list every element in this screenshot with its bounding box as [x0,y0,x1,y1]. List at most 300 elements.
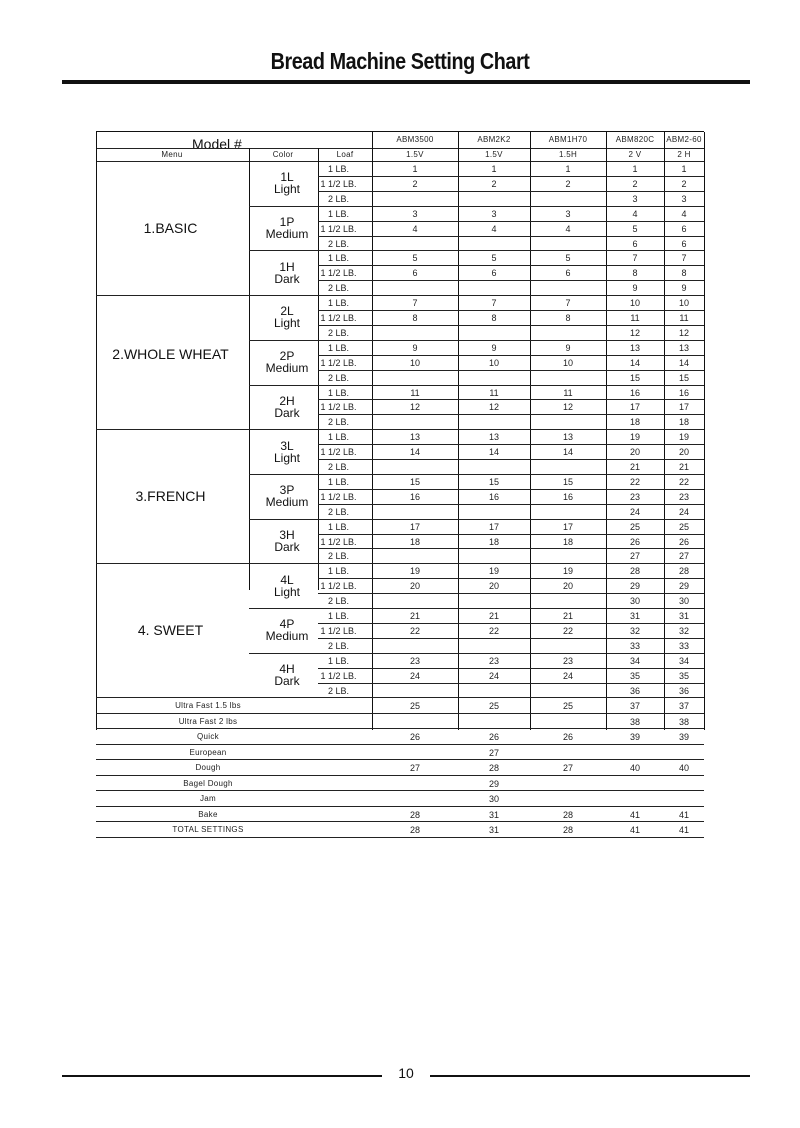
setting-value: 34 [678,655,690,666]
setting-value: 1 [491,164,497,174]
setting-value: 37 [629,701,641,712]
setting-value: 21 [409,611,421,621]
setting-value: 20 [629,447,641,458]
model-header: ABM820C [615,135,655,144]
model-size-header: 1.5V [485,150,503,159]
setting-value: 22 [409,625,421,636]
setting-value: 29 [488,778,500,789]
setting-value: 17 [678,402,690,413]
setting-value: 7 [632,253,638,264]
setting-value: 12 [409,402,421,413]
header-rule [96,148,704,149]
setting-value: 10 [488,357,500,368]
setting-value: 15 [629,372,641,383]
setting-value: 27 [562,763,574,774]
setting-value: 3 [632,193,638,204]
grid-line-right [704,132,705,730]
color-code: 1P [279,215,295,230]
color-code: 4H [279,662,295,677]
setting-value: 26 [562,732,574,743]
setting-value: 12 [678,327,690,338]
setting-value: 2 [491,178,497,189]
row-rule [318,221,704,222]
color-code: 2P [279,349,295,364]
row-rule [249,653,704,654]
loaf-size: 1 LB. [327,208,350,219]
setting-value: 27 [409,763,421,774]
setting-value: 36 [678,685,690,696]
row-rule [249,608,704,609]
setting-value: 13 [409,432,421,443]
loaf-size: 1 1/2 LB. [320,268,357,279]
loaf-size: 2 LB. [327,640,350,651]
row-rule [318,623,704,624]
setting-value: 29 [678,581,690,592]
header-rule-2 [96,161,704,162]
row-rule [318,444,704,445]
setting-value: 17 [409,521,421,532]
loaf-size: 1 1/2 LB. [320,402,357,413]
setting-value: 2 [412,178,418,189]
loaf-size: 1 LB. [327,298,350,309]
loaf-size: 2 LB. [327,506,350,517]
color-label: Light [273,182,301,197]
setting-value: 18 [678,417,690,428]
setting-value: 4 [632,208,638,219]
loaf-size: 1 1/2 LB. [320,178,357,189]
setting-value: 19 [409,566,421,577]
setting-value: 30 [678,596,690,607]
setting-value: 26 [678,536,690,547]
menu-name: 1.BASIC [143,220,198,237]
setting-value: 13 [562,432,574,443]
setting-value: 16 [488,491,500,502]
setting-value: 7 [681,253,687,264]
other-row-rule [96,821,704,822]
row-rule [318,459,704,460]
loaf-size: 1 1/2 LB. [320,223,357,234]
color-code: 1L [280,170,294,185]
other-row-rule [96,759,704,760]
setting-value: 26 [409,732,421,743]
setting-value: 16 [629,387,641,398]
grid-line-model [606,132,607,730]
row-rule [318,593,704,594]
setting-value: 32 [678,625,690,636]
setting-value: 13 [678,342,690,353]
setting-value: 22 [678,476,690,487]
setting-value: 30 [488,794,500,805]
setting-value: 4 [681,208,687,219]
settings-table [96,131,704,838]
other-row-label: Jam [199,794,217,804]
setting-value: 30 [629,596,641,607]
setting-value: 16 [409,491,421,502]
setting-value: 5 [412,253,418,264]
setting-value: 28 [409,825,421,836]
other-row-label: Bake [198,809,218,819]
other-row-label: European [189,747,227,757]
loaf-size: 2 LB. [327,372,350,383]
other-row-rule [96,728,704,729]
setting-value: 15 [562,476,574,487]
setting-value: 17 [488,521,500,532]
loaf-size: 2 LB. [327,193,350,204]
setting-value: 28 [678,566,690,577]
setting-value: 23 [409,655,421,666]
loaf-size: 2 LB. [327,238,350,249]
row-rule [318,236,704,237]
setting-value: 2 [565,178,571,189]
color-code: 4L [280,572,294,587]
color-code: 4P [279,617,295,632]
setting-value: 25 [678,521,690,532]
footer-rule-right [430,1075,750,1077]
setting-value: 9 [681,283,687,294]
setting-value: 6 [681,223,687,234]
setting-value: 27 [678,551,690,562]
setting-value: 14 [488,447,500,458]
setting-value: 20 [488,581,500,592]
footer-rule-left [62,1075,382,1077]
setting-value: 19 [488,566,500,577]
color-code: 3L [280,438,294,453]
setting-value: 18 [629,417,641,428]
setting-value: 40 [629,763,641,774]
setting-value: 14 [678,357,690,368]
setting-value: 15 [488,476,500,487]
setting-value: 10 [562,357,574,368]
setting-value: 3 [681,193,687,204]
setting-value: 27 [629,551,641,562]
setting-value: 7 [565,298,571,309]
setting-value: 15 [678,372,690,383]
setting-value: 10 [629,298,641,309]
setting-value: 28 [409,809,421,820]
setting-value: 28 [488,763,500,774]
menu-name: 4. SWEET [137,622,204,639]
loaf-size: 1 LB. [327,566,350,577]
setting-value: 41 [678,809,690,820]
row-rule [318,534,704,535]
color-label: Dark [274,271,300,286]
setting-value: 5 [491,253,497,264]
setting-value: 39 [678,732,690,743]
color-label: Medium [265,227,309,242]
row-rule [318,414,704,415]
loaf-size: 1 1/2 LB. [320,491,357,502]
row-rule [318,504,704,505]
setting-value: 24 [488,670,500,681]
setting-value: 13 [488,432,500,443]
loaf-header: Loaf [336,150,354,159]
setting-value: 27 [488,747,500,758]
setting-value: 2 [681,178,687,189]
loaf-size: 1 1/2 LB. [320,447,357,458]
setting-value: 2 [632,178,638,189]
setting-value: 7 [491,298,497,309]
setting-value: 26 [488,732,500,743]
model-header: ABM3500 [396,135,434,144]
setting-value: 5 [632,223,638,234]
row-rule [318,683,704,684]
page-number: 10 [398,1065,414,1081]
setting-value: 24 [562,670,574,681]
row-rule [318,578,704,579]
row-rule [96,563,704,564]
setting-value: 13 [629,342,641,353]
setting-value: 1 [565,164,571,174]
loaf-size: 1 1/2 LB. [320,357,357,368]
setting-value: 34 [629,655,641,666]
loaf-size: 1 LB. [327,432,350,443]
grid-line-model [530,132,531,730]
loaf-size: 2 LB. [327,462,350,472]
model-header: ABM2K2 [477,135,511,144]
setting-value: 21 [488,611,500,621]
row-rule [249,474,704,475]
setting-value: 9 [565,342,571,353]
loaf-size: 1 LB. [327,387,350,398]
other-row-label: Bagel Dough [183,778,233,788]
color-label: Medium [265,361,309,376]
color-label: Medium [265,495,309,510]
row-rule [249,250,704,251]
setting-value: 25 [488,701,500,712]
color-label: Dark [274,539,300,554]
other-row-rule [96,790,704,791]
setting-value: 7 [412,298,418,309]
setting-value: 14 [629,357,641,368]
loaf-size: 2 LB. [327,417,350,428]
color-code: 3H [279,527,295,542]
row-rule [96,697,704,698]
setting-value: 6 [632,238,638,249]
model-size-header: 1.5H [558,150,578,159]
setting-value: 11 [563,387,573,398]
color-code: 2H [279,393,295,408]
setting-value: 16 [562,491,574,502]
other-row-rule [96,775,704,776]
setting-value: 12 [488,402,500,413]
loaf-size: 1 1/2 LB. [320,625,357,636]
other-row-label: Dough [195,763,221,773]
loaf-size: 1 1/2 LB. [320,581,357,592]
setting-value: 19 [562,566,574,577]
row-rule [318,325,704,326]
setting-value: 8 [681,268,687,279]
setting-value: 6 [681,238,687,249]
setting-value: 5 [565,253,571,264]
setting-value: 11 [630,313,640,323]
setting-value: 22 [629,476,641,487]
row-rule [318,668,704,669]
row-rule [249,206,704,207]
setting-value: 3 [565,208,571,219]
setting-value: 8 [412,313,418,323]
other-row-rule [96,837,704,838]
setting-value: 10 [409,357,421,368]
model-size-header: 2 H [677,150,691,159]
loaf-size: 1 LB. [327,655,350,666]
setting-value: 28 [629,566,641,577]
setting-value: 17 [629,402,641,413]
color-label: Light [273,450,301,465]
loaf-size: 1 1/2 LB. [320,536,357,547]
setting-value: 4 [412,223,418,234]
setting-value: 31 [629,611,641,621]
setting-value: 6 [565,268,571,279]
setting-value: 41 [678,825,690,836]
setting-value: 22 [488,625,500,636]
setting-value: 1 [632,164,638,174]
setting-value: 9 [632,283,638,294]
setting-value: 23 [629,491,641,502]
model-header: ABM1H70 [548,135,588,144]
setting-value: 33 [629,640,641,651]
loaf-size: 2 LB. [327,551,350,562]
setting-value: 24 [629,506,641,517]
loaf-size: 1 LB. [327,476,350,487]
color-label: Dark [274,674,300,689]
row-rule [318,548,704,549]
grid-line-left [96,132,97,730]
setting-value: 22 [562,625,574,636]
setting-value: 38 [629,716,641,727]
menu-name: 2.WHOLE WHEAT [112,346,229,363]
setting-value: 24 [678,506,690,517]
setting-value: 23 [488,655,500,666]
setting-value: 41 [629,825,641,836]
setting-value: 19 [678,432,690,443]
page-footer [62,1065,750,1085]
model-size-header: 1.5V [406,150,424,159]
setting-value: 31 [488,809,500,820]
setting-value: 32 [629,625,641,636]
loaf-size: 1 1/2 LB. [320,313,357,323]
other-row-label: TOTAL SETTINGS [172,825,244,835]
row-rule [96,429,704,430]
setting-value: 21 [562,611,574,621]
other-row-label: Ultra Fast 1.5 lbs [175,701,241,711]
row-rule [318,399,704,400]
setting-value: 18 [562,536,574,547]
setting-value: 26 [629,536,641,547]
setting-value: 15 [409,476,421,487]
loaf-size: 1 LB. [327,342,350,353]
color-label: Light [273,316,301,331]
setting-value: 37 [678,701,690,712]
setting-value: 6 [491,268,497,279]
color-code: 1H [279,259,295,274]
page-title: Bread Machine Setting Chart [270,48,530,74]
other-row-label: Ultra Fast 2 lbs [178,716,238,726]
setting-value: 1 [412,164,418,174]
setting-value: 6 [412,268,418,279]
setting-value: 8 [565,313,571,323]
setting-value: 38 [678,716,690,727]
setting-value: 20 [409,581,421,592]
setting-value: 40 [678,763,690,774]
setting-value: 11 [410,387,420,398]
loaf-size: 1 LB. [327,164,350,174]
loaf-size: 1 LB. [327,611,350,621]
setting-value: 24 [409,670,421,681]
loaf-size: 1 1/2 LB. [320,670,357,681]
setting-value: 8 [632,268,638,279]
setting-value: 3 [412,208,418,219]
setting-value: 41 [629,809,641,820]
model-label: Model # [192,136,242,152]
setting-value: 16 [678,387,690,398]
setting-value: 17 [562,521,574,532]
setting-value: 21 [629,462,641,472]
row-rule [318,176,704,177]
row-rule [318,310,704,311]
setting-value: 21 [678,462,690,472]
row-rule [318,191,704,192]
other-row-label: Quick [197,732,219,742]
other-row-rule [96,744,704,745]
model-header: ABM2-60 [666,135,702,144]
other-row-rule [96,713,704,714]
loaf-size: 2 LB. [327,283,350,294]
setting-value: 35 [678,670,690,681]
setting-value: 39 [629,732,641,743]
setting-value: 9 [491,342,497,353]
loaf-size: 2 LB. [327,596,350,607]
row-rule [249,519,704,520]
color-header: Color [272,150,294,159]
color-label: Medium [265,629,309,644]
model-size-header: 2 V [628,150,642,159]
setting-value: 4 [565,223,571,234]
grid-line-model [664,132,665,730]
setting-value: 18 [409,536,421,547]
setting-value: 20 [562,581,574,592]
setting-value: 14 [562,447,574,458]
loaf-size: 1 LB. [327,521,350,532]
row-rule [318,280,704,281]
row-rule [318,265,704,266]
setting-value: 28 [562,809,574,820]
setting-value: 36 [629,685,641,696]
setting-value: 25 [409,701,421,712]
setting-value: 33 [678,640,690,651]
row-rule [249,340,704,341]
row-rule [318,370,704,371]
setting-value: 35 [629,670,641,681]
setting-value: 14 [409,447,421,458]
row-rule [318,355,704,356]
row-rule [96,295,704,296]
setting-value: 11 [679,313,689,323]
color-code: 3P [279,483,295,498]
setting-value: 9 [412,342,418,353]
setting-value: 1 [681,164,687,174]
loaf-size: 2 LB. [327,685,350,696]
loaf-size: 1 LB. [327,253,350,264]
setting-value: 4 [491,223,497,234]
grid-line-model [458,132,459,730]
setting-value: 3 [491,208,497,219]
row-rule [318,638,704,639]
grid-line-menu [249,148,250,590]
row-rule [249,385,704,386]
setting-value: 31 [488,825,500,836]
setting-value: 19 [629,432,641,443]
loaf-size: 2 LB. [327,327,350,338]
